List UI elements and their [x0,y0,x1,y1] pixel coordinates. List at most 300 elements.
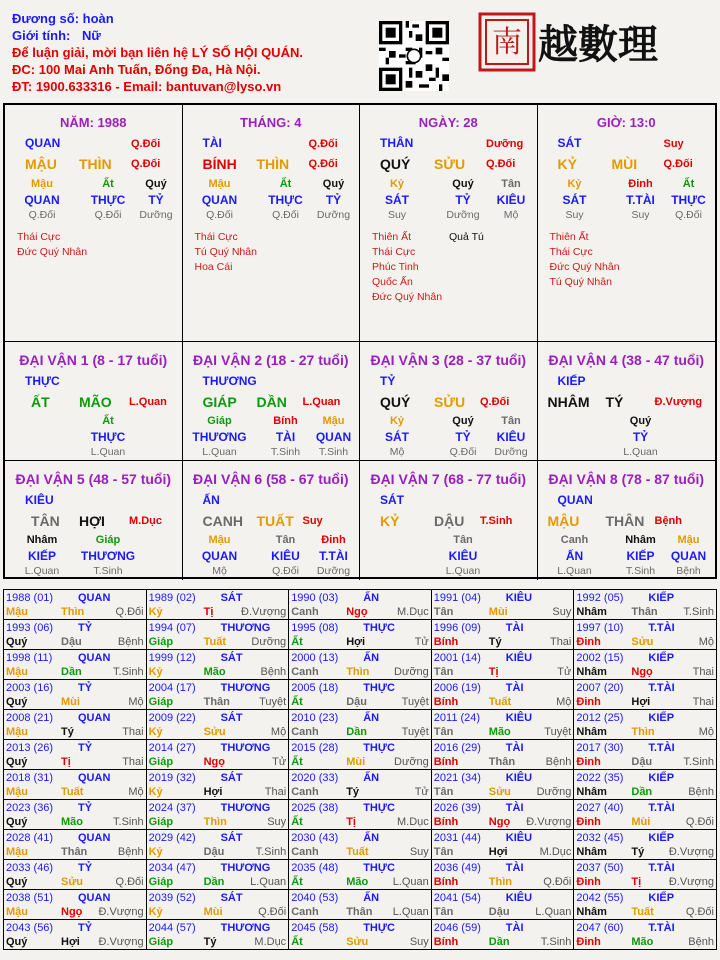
dai-van-hidden-state: L.Quan [445,565,481,577]
year-god: ẤN [363,712,380,724]
year-branch: Dậu [203,846,225,858]
year-cell[interactable] [289,890,432,920]
year-branch: Mùi [488,606,508,618]
year-cell[interactable] [289,740,432,770]
hidden-god: T.TÀI [626,193,655,207]
dai-van-god: THỰC [25,374,60,388]
year-cell[interactable] [431,890,574,920]
dai-van-god: QUAN [557,493,593,507]
dai-van-title: ĐẠI VẬN 6 (58 - 67 tuổi) [192,471,349,487]
dai-van-hidden-stem: Canh [560,534,589,546]
year-state: Mộ [698,636,714,648]
year-cell[interactable] [146,680,289,710]
hidden-god: TỶ [325,193,342,207]
year-cell[interactable] [4,620,147,650]
year-god: KIÊU [505,652,533,664]
year-cell[interactable] [289,650,432,680]
hidden-stem: Mậu [31,178,53,190]
year-god: KIẾP [648,772,675,784]
year-stem: Kỷ [148,726,163,738]
year-label: 2034 (47) [148,862,196,874]
year-stem: Kỷ [148,606,163,618]
year-state: Đ.Vượng [241,606,287,618]
dai-van-cell [360,461,538,580]
year-cell[interactable] [574,800,717,830]
chart-grid [3,103,717,579]
dai-van-can: KỶ [380,513,400,529]
year-stem: Kỷ [148,786,163,798]
pillar-cell [183,105,361,342]
year-god: QUAN [78,832,111,844]
year-cell[interactable] [4,710,147,740]
year-branch: Sửu [203,726,226,738]
year-cell[interactable] [574,890,717,920]
year-cell[interactable] [574,830,717,860]
year-branch: Tý [488,636,502,648]
year-god: QUAN [78,712,111,724]
year-branch: Thân [61,846,88,858]
year-branch: Tị [346,816,356,828]
year-row [4,890,717,920]
year-stem: Canh [291,666,319,678]
year-state: Tử [414,786,429,798]
year-state: T.Sinh [540,936,572,948]
year-label: 2008 (21) [6,712,54,724]
pillar-top-state: Q.Đối [308,138,338,150]
year-label: 2010 (23) [291,712,339,724]
dai-van-hidden-stem: Tân [453,534,473,546]
year-stem: Nhâm [576,846,607,858]
year-stem: Bính [433,636,459,648]
star-item: Đức Quý Nhân [549,261,620,273]
year-cell[interactable] [146,890,289,920]
year-stem: Giáp [148,936,174,948]
dai-van-chi: DẦN [256,394,287,410]
year-branch: Tị [488,666,499,678]
year-cell[interactable] [146,740,289,770]
year-branch: Dậu [346,696,367,708]
year-label: 2042 (55) [576,892,624,904]
year-stem: Bính [433,756,459,768]
dai-van-can: TÂN [31,513,60,529]
hidden-stem: Tân [501,178,521,190]
year-god: ẤN [363,652,380,664]
hidden-stem: Quý [322,178,345,190]
dai-van-title: ĐẠI VẬN 2 (18 - 27 tuổi) [192,352,349,368]
year-branch: Thân [203,696,230,708]
year-label: 2032 (45) [576,832,624,844]
pillar-title: THÁNG: 4 [240,115,302,130]
year-stem: Giáp [148,756,174,768]
dai-van-hidden-state: Dưỡng [316,565,351,577]
year-cell[interactable] [146,650,289,680]
year-state: L.Quan [392,876,429,888]
year-stem: Bính [433,876,459,888]
hidden-state: Suy [565,209,584,221]
qr-code-icon[interactable] [379,21,449,91]
dai-van-hidden-state: T.Sinh [318,446,349,458]
year-label: 2018 (31) [6,772,54,784]
pillar-chi: MÙI [611,156,638,172]
year-label: 1993 (06) [6,622,54,634]
star-item: Đức Quý Nhân [17,246,88,258]
year-branch: Dậu [631,756,653,768]
dai-van-hidden-stem: Nhâm [26,534,58,546]
hidden-state: Q.Đối [206,209,233,221]
year-branch: Sửu [346,936,369,948]
year-cell[interactable] [4,800,147,830]
year-god: TỶ [78,802,93,814]
hidden-state: Suy [631,209,650,221]
dai-van-hidden-god: THƯƠNG [80,549,136,563]
year-god: T.TÀI [648,622,675,634]
year-state: Đ.Vượng [668,846,714,858]
year-god: SÁT [220,832,243,844]
dai-van-can: CANH [202,513,243,529]
year-label: 2011 (24) [433,712,481,724]
hidden-state: Dưỡng [316,209,351,221]
year-label: 2022 (35) [576,772,624,784]
year-branch: Dậu [488,906,510,918]
year-cell[interactable] [146,800,289,830]
year-label: 1994 (07) [148,622,196,634]
year-cell[interactable] [431,650,574,680]
year-branch: Thìn [61,606,85,618]
dai-van-hidden-god: TỶ [455,430,471,444]
dai-van-state: L.Quan [302,396,341,408]
year-state: Thai [692,666,714,678]
year-branch: Tị [203,606,214,618]
year-branch: Tý [203,936,217,948]
year-cell[interactable] [146,710,289,740]
year-cell[interactable] [4,740,147,770]
year-branch: Thìn [488,876,512,888]
year-cell[interactable] [431,590,574,620]
dai-van-hidden-state: Q.Đối [449,446,477,458]
dai-van-hidden-stem: Tân [501,415,521,427]
year-god: T.TÀI [648,862,675,874]
dai-van-cell [538,461,716,580]
year-cell[interactable] [289,920,432,950]
year-stem: Đinh [576,636,601,648]
year-label: 2017 (30) [576,742,624,754]
hidden-god: THỰC [671,193,706,207]
year-state: Suy [409,846,429,858]
year-stem: Giáp [148,816,174,828]
year-god: SÁT [220,592,243,604]
year-state: Tuyệt [259,696,287,708]
year-cell[interactable] [146,830,289,860]
year-state: L.Quan [535,906,572,918]
year-label: 1999 (12) [148,652,196,664]
pillar-cell [5,105,183,342]
year-cell[interactable] [574,920,717,950]
year-branch: Thân [346,906,373,918]
dai-van-chi: THÂN [605,513,645,529]
year-branch: Dần [631,786,653,798]
dai-van-hidden-stem: Mậu [208,534,231,546]
year-god: SÁT [220,712,243,724]
year-state: Đ.Vượng [98,936,144,948]
dai-van-hidden-state: L.Quan [90,446,126,458]
year-god: T.TÀI [648,682,675,694]
year-branch: Tuất [346,846,369,858]
year-god: T.TÀI [648,742,675,754]
year-cell[interactable] [289,830,432,860]
year-cell[interactable] [574,620,717,650]
dai-van-hidden-state: Bệnh [676,565,701,577]
year-god: TỶ [78,862,93,874]
pillar-title: NGÀY: 28 [418,115,478,130]
year-state: Mộ [270,726,287,738]
year-stem: Mậu [6,846,28,858]
year-cell[interactable] [146,860,289,890]
year-stem: Giáp [148,876,174,888]
dai-van-god: SÁT [380,493,404,507]
dai-van-state: M.Dục [129,515,162,527]
year-state: Suy [552,606,572,618]
star-item: Thiên Ất [549,231,589,243]
year-cell[interactable] [146,770,289,800]
dai-van-title: ĐẠI VẬN 5 (48 - 57 tuổi) [15,471,172,487]
pillar-top-god: TÀI [202,136,222,150]
year-label: 2038 (51) [6,892,54,904]
hidden-state: Mộ [503,209,519,221]
star-item: Thiên Ất [372,231,412,243]
year-stem: Tân [433,666,454,678]
dai-van-hidden-god: KIÊU [448,549,478,563]
year-label: 1991 (04) [433,592,481,604]
year-cell[interactable] [4,680,147,710]
year-cell[interactable] [289,770,432,800]
year-label: 2004 (17) [148,682,196,694]
year-state: Q.Đối [258,906,287,918]
year-state: Thai [122,756,144,768]
year-label: 1996 (09) [433,622,481,634]
year-stem: Ất [291,756,303,768]
dai-van-chi: DẬU [434,513,465,529]
year-state: Tử [414,636,429,648]
dai-van-can: QUÝ [380,394,411,410]
year-god: THƯƠNG [220,742,271,754]
year-cell[interactable] [4,920,147,950]
year-cell[interactable] [574,860,717,890]
year-label: 2015 (28) [291,742,339,754]
year-cell[interactable] [289,590,432,620]
star-item: Thái Cực [549,246,593,258]
year-stem: Canh [291,906,319,918]
dai-van-hidden-god: TỶ [632,430,649,444]
year-label: 2006 (19) [433,682,481,694]
year-god: TÀI [505,622,524,634]
year-stem: Tân [433,906,454,918]
year-cell[interactable] [574,590,717,620]
year-branch: Sửu [488,786,511,798]
year-stem: Đinh [576,696,601,708]
brand-logo [478,8,713,74]
hidden-stem: Mậu [208,178,231,190]
dai-van-title: ĐẠI VẬN 4 (38 - 47 tuổi) [548,352,705,368]
year-state: Tuyệt [401,726,429,738]
year-god: KIÊU [505,712,533,724]
year-branch: Thìn [203,816,227,828]
year-branch: Hợi [346,636,366,648]
dai-van-god: THƯƠNG [202,374,257,388]
logo-text: 越數理 [538,21,658,68]
year-cell[interactable] [289,800,432,830]
year-stem: Quý [6,936,28,948]
year-stem: Mậu [6,786,28,798]
dai-van-hidden-god: QUAN [315,430,352,444]
hidden-stem: Ất [279,178,292,190]
owner-label: Đương số: [12,11,80,26]
gender-value: Nữ [81,28,101,43]
gender-label: Giới tính: [12,28,71,43]
year-god: TỶ [78,922,93,934]
year-god: THỰC [363,742,395,754]
year-cell[interactable] [289,680,432,710]
header-info [12,10,303,95]
dai-van-can: ẤT [31,394,50,410]
year-label: 1992 (05) [576,592,624,604]
dai-van-state: Đ.Vượng [654,396,703,408]
year-branch: Tuất [61,786,84,798]
yearly-table [3,589,717,950]
year-god: THỰC [363,622,395,634]
year-god: T.TÀI [648,922,675,934]
year-cell[interactable] [289,860,432,890]
year-stem: Canh [291,846,319,858]
year-state: Dưỡng [394,666,429,678]
hidden-state: Suy [387,209,407,221]
year-cell[interactable] [289,620,432,650]
year-state: Bệnh [545,756,572,768]
year-cell[interactable] [574,770,717,800]
dai-van-chi: TÝ [605,394,624,410]
year-branch: Mùi [61,696,80,708]
year-cell[interactable] [4,830,147,860]
dai-van-hidden-god: KIÊU [271,549,300,563]
dai-van-hidden-stem: Quý [452,415,474,427]
pillar-cell [538,105,716,342]
year-branch: Mão [61,816,83,828]
year-god: KIẾP [648,592,675,604]
year-branch: Tý [631,846,645,858]
star-item: Tú Quý Nhân [194,246,257,258]
year-cell[interactable] [431,830,574,860]
pillar-title: NĂM: 1988 [60,115,127,130]
dai-van-hidden-stem: Tân [275,534,296,546]
hidden-state: Q.Đối [28,209,56,221]
year-cell[interactable] [574,710,717,740]
hidden-state: Q.Đối [675,209,702,221]
year-branch: Thân [488,756,516,768]
year-row [4,770,717,800]
year-cell[interactable] [431,710,574,740]
dai-van-title: ĐẠI VẬN 3 (28 - 37 tuổi) [370,352,527,368]
pillar-chi-state: Q.Đối [663,158,693,170]
year-state: Dưỡng [394,756,429,768]
year-cell[interactable] [431,620,574,650]
year-cell[interactable] [431,920,574,950]
year-label: 2037 (50) [576,862,624,874]
year-state: Tử [272,756,287,768]
year-stem: Mậu [6,906,28,918]
year-cell[interactable] [431,740,574,770]
dai-van-cell [183,461,361,580]
dai-van-state: T.Sinh [480,515,513,527]
year-cell[interactable] [431,860,574,890]
year-branch: Hợi [488,846,508,858]
year-god: THƯƠNG [220,622,271,634]
year-branch: Ngọ [346,606,368,618]
year-stem: Bính [433,816,459,828]
year-cell[interactable] [4,890,147,920]
year-state: Dưỡng [536,786,572,798]
star-item: Thái Cực [194,231,238,243]
hidden-god: TỶ [148,193,164,207]
year-cell[interactable] [146,590,289,620]
year-branch: Ngọ [631,666,653,678]
year-branch: Tuất [203,636,226,648]
year-cell[interactable] [4,860,147,890]
year-cell[interactable] [4,650,147,680]
pillar-can: KỶ [557,156,577,172]
dai-van-hidden-stem: Giáp [207,415,232,427]
year-state: T.Sinh [113,666,144,678]
year-god: QUAN [78,892,111,904]
year-branch: Tý [346,786,360,798]
year-cell[interactable] [289,710,432,740]
year-cell[interactable] [574,740,717,770]
hidden-state: Q.Đối [272,209,299,221]
year-cell[interactable] [574,650,717,680]
pillar-can: BÍNH [202,156,237,172]
year-stem: Quý [6,636,28,648]
pillar-top-state: Suy [663,138,684,150]
year-god: TÀI [505,742,524,754]
year-label: 2039 (52) [148,892,196,904]
year-state: Thai [692,696,714,708]
year-stem: Đinh [576,936,601,948]
year-state: T.Sinh [113,816,144,828]
year-cell[interactable] [146,620,289,650]
dai-van-hidden-god: KIẾP [27,549,57,563]
year-branch: Ngọ [61,906,83,918]
year-cell[interactable] [4,770,147,800]
year-stem: Bính [433,936,459,948]
star-item: Thái Cực [17,231,61,243]
year-cell[interactable] [574,680,717,710]
year-row [4,740,717,770]
year-state: Đ.Vượng [98,906,144,918]
phone-email-line[interactable]: ĐT: 1900.633316 - Email: bantuvan@lyso.vn [12,79,282,94]
pillar-top-state: Q.Đối [131,138,161,150]
year-row [4,800,717,830]
dai-van-state: L.Quan [129,396,167,408]
year-cell[interactable] [431,680,574,710]
year-state: Q.Đối [685,906,714,918]
year-cell[interactable] [4,590,147,620]
year-cell[interactable] [146,920,289,950]
year-cell[interactable] [431,800,574,830]
dai-van-state: Bệnh [654,515,682,527]
year-stem: Ất [291,696,303,708]
year-god: THỰC [363,802,395,814]
dai-van-hidden-state: L.Quan [202,446,237,458]
dai-van-hidden-god: TÀI [275,430,296,444]
year-cell[interactable] [431,770,574,800]
